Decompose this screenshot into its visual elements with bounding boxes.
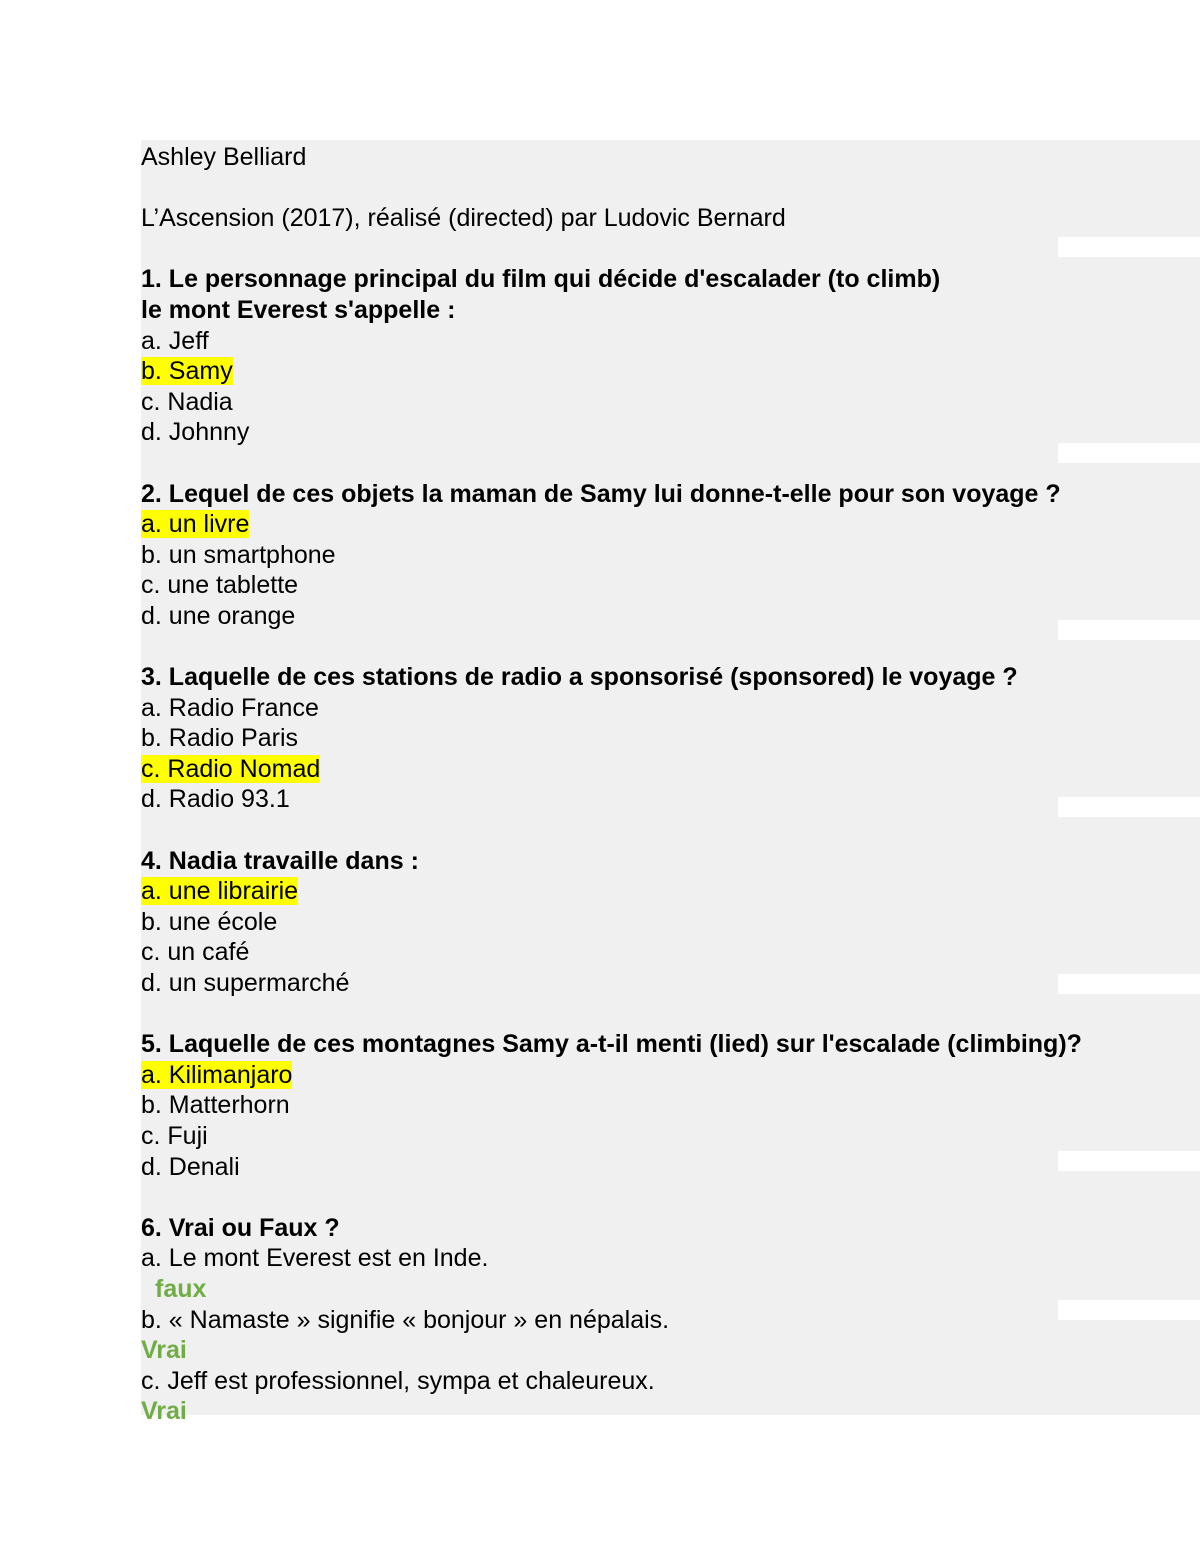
option-b: b. une école xyxy=(141,907,278,936)
option-d: d. Radio 93.1 xyxy=(141,785,290,814)
option-c: c. un café xyxy=(141,938,250,967)
highlighted-answer: a. Kilimanjaro xyxy=(141,1060,293,1089)
question-2-title: 2. Lequel de ces objets la maman de Samy lui donne-t-elle pour son voyage ? xyxy=(141,479,1061,508)
option-a xyxy=(141,509,1191,540)
option-d: d. Johnny xyxy=(141,418,250,447)
option-b xyxy=(141,356,1191,387)
option-b: b. un smartphone xyxy=(141,540,336,569)
statement-b: b. « Namaste » signifie « bonjour » en népalais. xyxy=(141,1305,670,1334)
option-c: c. Nadia xyxy=(141,387,233,416)
highlighted-answer: a. un livre xyxy=(141,510,250,539)
answer-c: Vrai xyxy=(141,1397,187,1426)
highlighted-answer: a. une librairie xyxy=(141,877,299,906)
highlighted-answer: b. Samy xyxy=(141,357,233,386)
option-c: c. Fuji xyxy=(141,1122,208,1150)
question-3-title: 3. Laquelle de ces stations de radio a sponsorisé (sponsored) le voyage ? xyxy=(141,663,1018,692)
blank-line xyxy=(141,1182,1191,1213)
question-5-title: 5. Laquelle de ces montagnes Samy a-t-il menti (lied) sur l'escalade (climbing)? xyxy=(141,1030,1082,1059)
option-a: a. Jeff xyxy=(141,326,209,355)
blank-line xyxy=(141,448,1191,479)
question-4-title: 4. Nadia travaille dans : xyxy=(141,846,419,875)
blank-line xyxy=(141,632,1191,663)
option-d: d. Denali xyxy=(141,1152,240,1181)
question-1 xyxy=(141,264,1191,448)
option-a: a. Radio France xyxy=(141,693,319,722)
question-6 xyxy=(141,1213,1191,1427)
option-b: b. Matterhorn xyxy=(141,1091,290,1120)
option-d: d. un supermarché xyxy=(141,969,350,998)
question-2 xyxy=(141,479,1191,632)
question-3 xyxy=(141,662,1191,815)
highlighted-answer: c. Radio Nomad xyxy=(141,754,321,783)
question-1-title: 1. Le personnage principal du film qui décide d'escalader (to climb) xyxy=(141,265,941,294)
question-1-title-cont: le mont Everest s'appelle : xyxy=(141,295,456,324)
film-title: L’Ascension (2017), réalisé (directed) par Ludovic Bernard xyxy=(141,204,786,233)
document-body xyxy=(141,142,1191,1427)
statement-a: a. Le mont Everest est en Inde. xyxy=(141,1244,489,1273)
option-c: c. une tablette xyxy=(141,571,299,600)
option-a xyxy=(141,1060,1191,1091)
author-name: Ashley Belliard xyxy=(141,143,307,171)
option-a xyxy=(141,876,1191,907)
question-6-title: 6. Vrai ou Faux ? xyxy=(141,1213,340,1242)
blank-line xyxy=(141,999,1191,1030)
question-4 xyxy=(141,846,1191,999)
option-b: b. Radio Paris xyxy=(141,724,299,753)
blank-line xyxy=(141,815,1191,846)
answer-a: faux xyxy=(155,1274,207,1303)
answer-b: Vrai xyxy=(141,1336,187,1365)
option-c xyxy=(141,754,1191,785)
blank-line xyxy=(141,173,1191,204)
option-d: d. une orange xyxy=(141,601,296,630)
blank-line xyxy=(141,234,1191,265)
statement-c: c. Jeff est professionnel, sympa et chaleureux. xyxy=(141,1366,655,1395)
question-5 xyxy=(141,1029,1191,1182)
